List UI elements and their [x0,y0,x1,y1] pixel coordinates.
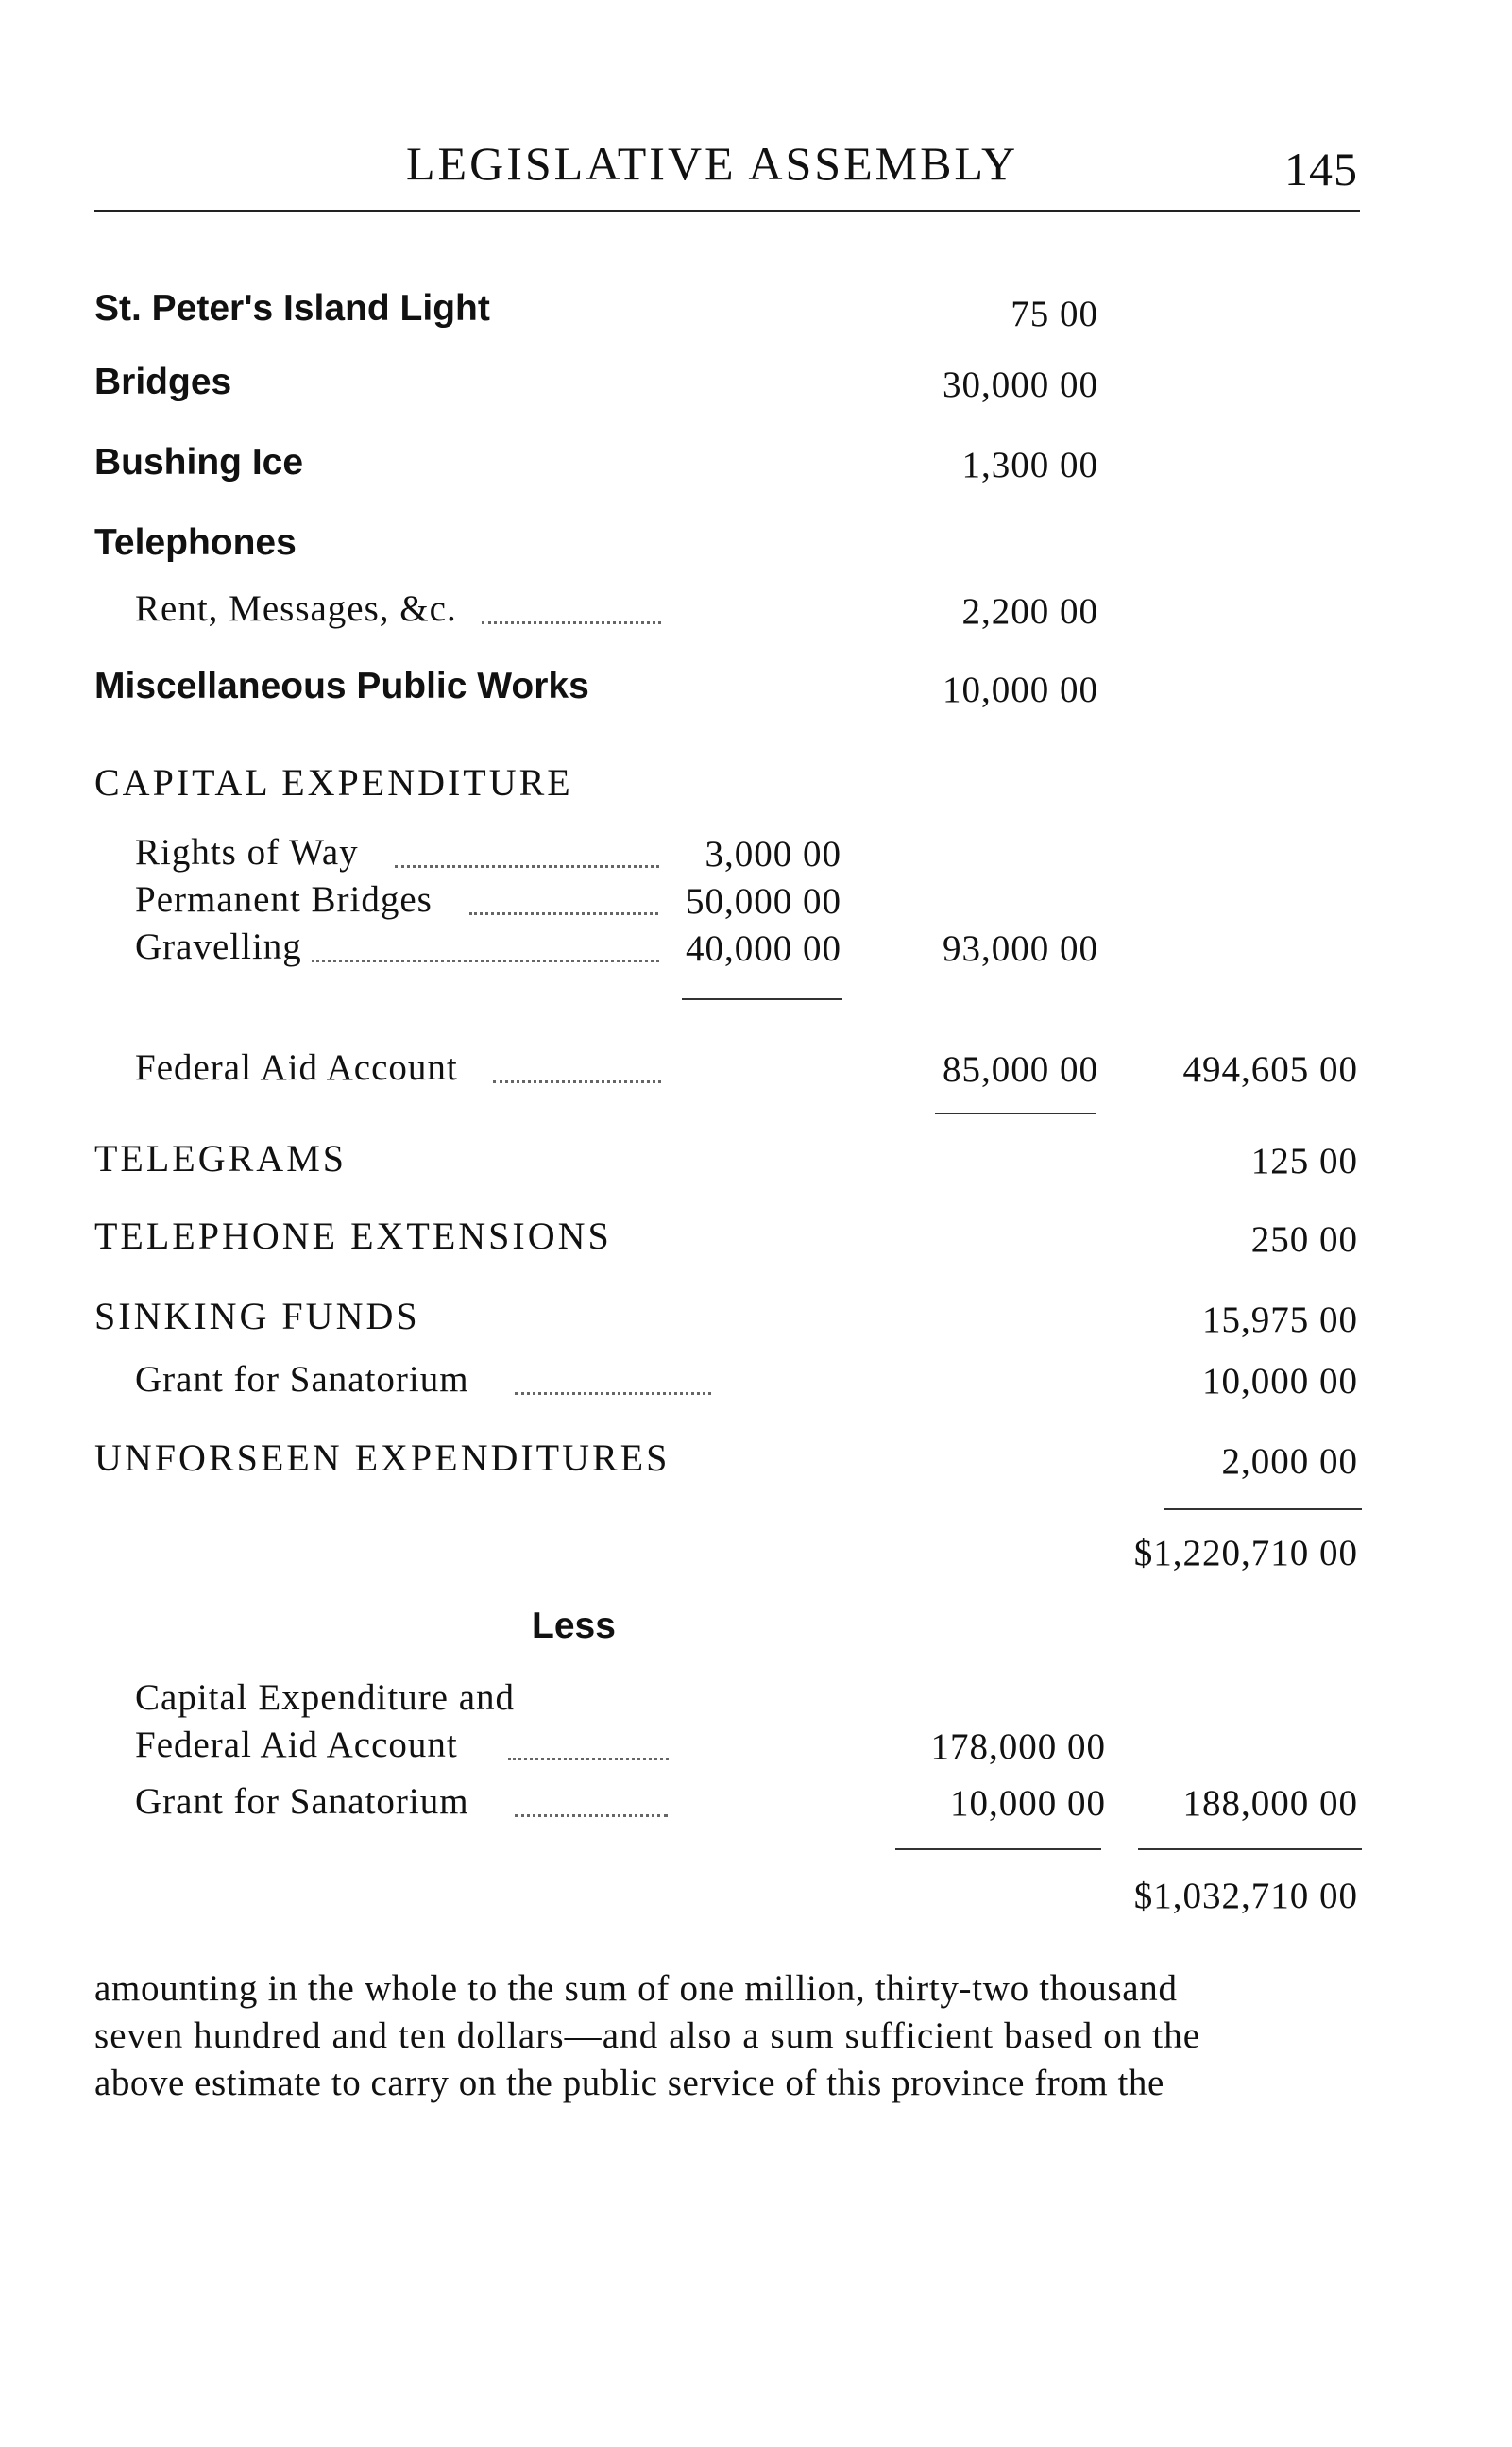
item-st-peters-label: St. Peter's Island Light [94,288,490,329]
telephone-ext-amount: 250 00 [1250,1219,1358,1260]
item-bridges-amount: 30,000 00 [943,365,1098,405]
item-misc-public-works-amount: 10,000 00 [943,670,1098,710]
subtotal-rule [682,998,842,1000]
leader-dots [493,1080,661,1083]
leader-dots [515,1392,711,1395]
leader-dots [515,1814,668,1817]
telegrams-label: TELEGRAMS [94,1137,347,1180]
telegrams-amount: 125 00 [1250,1141,1358,1181]
gross-total: $1,220,710 00 [1133,1533,1358,1573]
section-total: 494,605 00 [1182,1049,1358,1090]
capital-line-amount: 3,000 00 [705,834,841,875]
item-st-peters-amount: 75 00 [1011,294,1098,334]
unforseen-label: UNFORSEEN EXPENDITURES [94,1436,671,1479]
unforseen-amount: 2,000 00 [1221,1441,1358,1482]
body-paragraph-line: amounting in the whole to the sum of one million, thirty-two thousand [94,1968,1178,2009]
capital-line-label: Gravelling [135,926,302,967]
leader-dots [508,1758,669,1760]
capital-heading: CAPITAL EXPENDITURE [94,761,573,804]
header-rule [94,210,1360,212]
sinking-funds-amount: 15,975 00 [1202,1300,1358,1340]
item-misc-public-works-label: Miscellaneous Public Works [94,666,589,706]
item-telephones-amount: 2,200 00 [961,591,1098,632]
item-telephones-label: Telephones [94,522,297,563]
total-rule [1138,1848,1362,1850]
total-rule [895,1848,1101,1850]
federal-aid-label: Federal Aid Account [135,1047,458,1088]
less-heading: Less [532,1606,616,1646]
capital-line-amount: 50,000 00 [686,881,841,922]
capital-line-label: Permanent Bridges [135,879,433,920]
sanatorium-grant-amount: 10,000 00 [1202,1361,1358,1402]
net-total: $1,032,710 00 [1133,1876,1358,1916]
body-paragraph-line: above estimate to carry on the public service of this province from the [94,2063,1164,2103]
less-capital-line1: Capital Expenditure and [135,1677,516,1718]
item-bushing-ice-amount: 1,300 00 [961,445,1098,485]
item-telephones-sub-label: Rent, Messages, &c. [135,588,457,629]
telephone-ext-label: TELEPHONE EXTENSIONS [94,1215,612,1257]
capital-line-label: Rights of Way [135,832,359,873]
leader-dots [482,621,661,624]
sinking-funds-label: SINKING FUNDS [94,1295,420,1337]
body-paragraph-line: seven hundred and ten dollars—and also a sum sufficient based on the [94,2015,1201,2056]
page-number: 145 [1284,143,1358,195]
capital-line-amount: 40,000 00 [686,928,841,969]
less-capital-line2: Federal Aid Account [135,1725,458,1765]
sanatorium-grant-label: Grant for Sanatorium [135,1359,469,1400]
less-grant-label: Grant for Sanatorium [135,1781,469,1822]
less-grant-amount: 10,000 00 [950,1783,1106,1824]
page-header-title: LEGISLATIVE ASSEMBLY [406,137,1019,190]
capital-subtotal: 93,000 00 [943,928,1098,969]
item-bushing-ice-label: Bushing Ice [94,442,304,483]
federal-aid-amount: 85,000 00 [943,1049,1098,1090]
item-bridges-label: Bridges [94,362,232,402]
leader-dots [312,960,659,962]
leader-dots [469,912,658,915]
leader-dots [395,865,659,868]
subtotal-rule [935,1113,1096,1114]
less-capital-amount: 178,000 00 [930,1726,1106,1767]
less-total: 188,000 00 [1182,1783,1358,1824]
total-rule [1164,1508,1362,1510]
